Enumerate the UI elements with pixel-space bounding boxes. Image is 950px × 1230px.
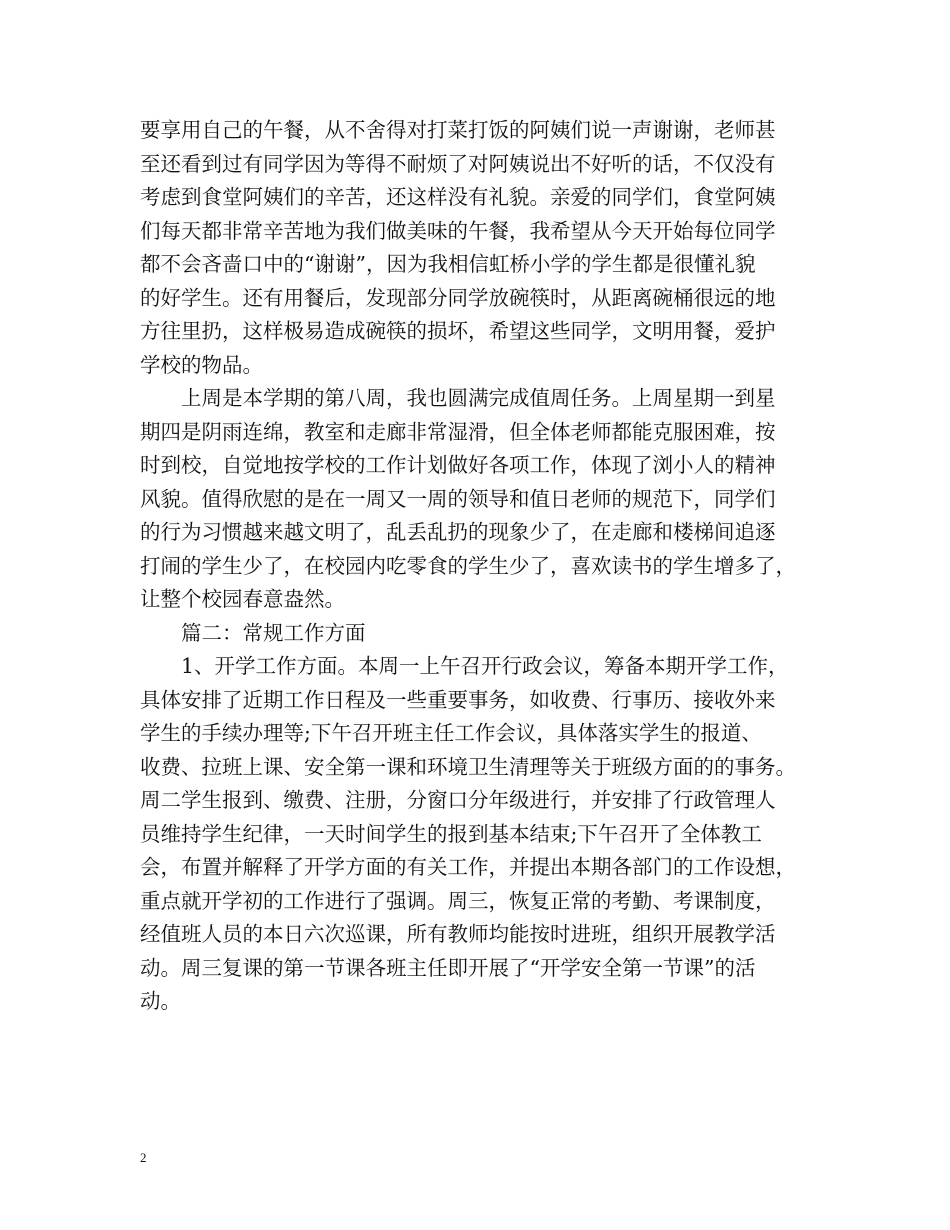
text-line: 打闹的学生少了，在校园内吃零食的学生少了，喜欢读书的学生增多了， <box>140 553 796 578</box>
text-line: 们每天都非常辛苦地为我们做美味的午餐，我希望从今天开始每位同学 <box>140 218 776 243</box>
text-line: 时到校，自觉地按学校的工作计划做好各项工作，体现了浏小人的精神 <box>140 453 776 477</box>
text-line: 的行为习惯越来越文明了，乱丢乱扔的现象少了，在走廊和楼梯间追逐 <box>140 520 776 544</box>
paragraph-first-line: 1、开学工作方面。本周一上午召开行政会议，筹备本期开学工作， <box>181 654 789 678</box>
text-line: 让整个校园春意盎然。 <box>140 587 345 611</box>
text-line: 学生的手续办理等;下午召开班主任工作会议，具体落实学生的报道、 <box>140 721 762 745</box>
text-line: 会，布置并解释了开学方面的有关工作，并提出本期各部门的工作设想， <box>140 855 796 879</box>
text-line: 经值班人员的本日六次巡课，所有教师均能按时进班，组织开展教学活 <box>140 922 776 946</box>
document-body <box>140 114 825 1019</box>
text-line: 要享用自己的午餐，从不舍得对打菜打饭的阿姨们说一声谢谢，老师甚 <box>140 118 776 142</box>
paragraph-first-line: 上周是本学期的第八周，我也圆满完成值周任务。上周星期一到星 <box>181 386 776 410</box>
text-line: 具体安排了近期工作日程及一些重要事务，如收费、行事历、接收外来 <box>140 687 776 712</box>
section-heading: 篇二：常规工作方面 <box>181 620 366 645</box>
text-line: 员维持学生纪律，一天时间学生的报到基本结束;下午召开了全体教工 <box>140 821 762 846</box>
text-line: 都不会吝啬口中的“谢谢”，因为我相信虹桥小学的学生都是很懂礼貌 <box>140 252 756 276</box>
text-line: 动。 <box>140 989 181 1013</box>
text-line: 至还看到过有同学因为等得不耐烦了对阿姨说出不好听的话，不仅没有 <box>140 151 776 176</box>
text-line: 期四是阴雨连绵，教室和走廊非常湿滑，但全体老师都能克服困难，按 <box>140 419 776 444</box>
text-line: 重点就开学初的工作进行了强调。周三，恢复正常的考勤、考课制度， <box>140 888 776 913</box>
text-line: 周二学生报到、缴费、注册，分窗口分年级进行，并安排了行政管理人 <box>140 788 776 812</box>
text-line: 风貌。值得欣慰的是在一周又一周的领导和值日老师的规范下，同学们 <box>140 486 776 511</box>
text-line: 动。周三复课的第一节课各班主任即开展了“开学安全第一节课”的活 <box>140 955 756 980</box>
text-line: 方往里扔，这样极易造成碗筷的损坏，希望这些同学，文明用餐，爱护 <box>140 319 776 343</box>
page-number: 2 <box>140 1150 147 1165</box>
text-line: 的好学生。还有用餐后，发现部分同学放碗筷时，从距离碗桶很远的地 <box>140 285 776 310</box>
text-line: 考虑到食堂阿姨们的辛苦，还这样没有礼貌。亲爱的同学们，食堂阿姨 <box>140 185 776 209</box>
text-line: 收费、拉班上课、安全第一课和环境卫生清理等关于班级方面的的事务。 <box>140 754 796 779</box>
text-line: 学校的物品。 <box>140 352 263 377</box>
